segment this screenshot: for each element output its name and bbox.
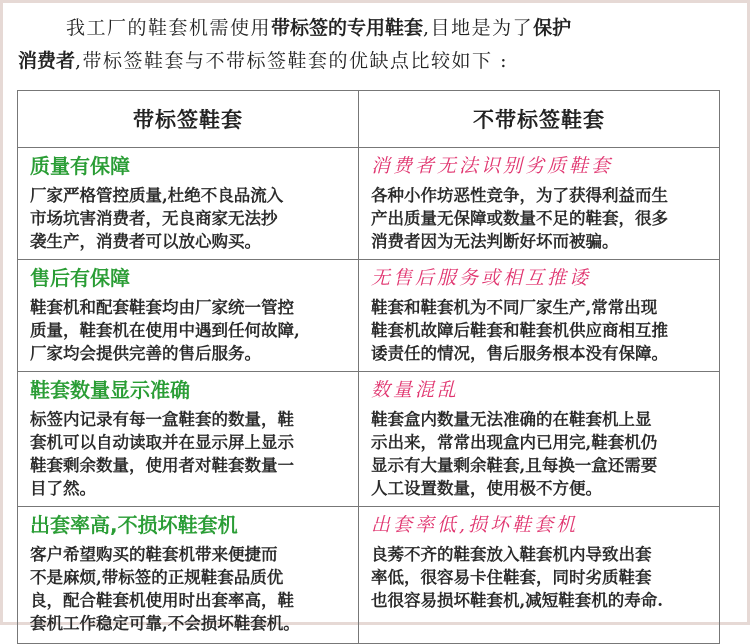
disadvantage-title: 消费者无法识别劣质鞋套: [371, 155, 614, 177]
body-line: 鞋套机故障后鞋套和鞋套机供应商相互推: [371, 321, 668, 340]
disadvantage-title: 无售后服务或相互推诿: [371, 267, 592, 289]
intro-segment: 我工厂的鞋套机需使用: [66, 17, 272, 39]
body-line: 套机工作稳定可靠,不会损坏鞋套机。: [30, 614, 300, 633]
table-row: [18, 372, 720, 507]
body-line: 率低，很容易卡住鞋套，同时劣质鞋套: [371, 568, 652, 587]
body-line: 鞋套和鞋套机为不同厂家生产,常常出现: [371, 298, 658, 317]
body-line: 消费者因为无法判断好坏而被骗。: [371, 232, 619, 251]
body-line: 目了然。: [30, 479, 96, 498]
disadvantage-cell: [359, 260, 720, 372]
body-line: 厂家严格管控质量,杜绝不良品流入: [30, 186, 284, 205]
table-row: [18, 507, 720, 644]
table-row: [18, 148, 720, 260]
body-line: 标签内记录有每一盒鞋套的数量，鞋: [30, 410, 294, 429]
body-line: 厂家均会提供完善的售后服务。: [30, 344, 261, 363]
intro-segment-bold: 保护: [533, 17, 572, 39]
advantage-title: 鞋套数量显示准确: [30, 378, 190, 402]
body-line: 人工设置数量，使用极不方便。: [371, 479, 602, 498]
intro-segment: ,目地是为了: [423, 17, 534, 39]
body-line: 显示有大量剩余鞋套,且每换一盒还需要: [371, 456, 658, 475]
body-line: 良，配合鞋套机使用时出套率高，鞋: [30, 591, 294, 610]
advantage-title: 出套率高,不损坏鞋套机: [30, 513, 238, 537]
table-row: [18, 260, 720, 372]
advantage-cell: [18, 260, 359, 372]
body-line: 鞋套机和配套鞋套均由厂家统一管控: [30, 298, 294, 317]
intro-paragraph: [18, 12, 733, 78]
body-line: 袭生产，消费者可以放心购买。: [30, 232, 261, 251]
advantage-cell: [18, 148, 359, 260]
comparison-table: [17, 90, 720, 644]
body-line: 诿责任的情况，售后服务根本没有保障。: [371, 344, 668, 363]
body-line: 良莠不齐的鞋套放入鞋套机内导致出套: [371, 545, 652, 564]
body-line: 各种小作坊恶性竞争，为了获得利益而生: [371, 186, 668, 205]
advantage-title: 质量有保障: [30, 154, 130, 178]
advantage-cell: [18, 507, 359, 644]
disadvantage-cell: [359, 148, 720, 260]
intro-segment-bold: 消费者: [18, 50, 76, 72]
body-line: 也很容易损坏鞋套机,减短鞋套机的寿命.: [371, 591, 663, 610]
disadvantage-cell: [359, 372, 720, 507]
body-line: 示出来，常常出现盒内已用完,鞋套机仍: [371, 433, 658, 452]
intro-line-1: [18, 12, 733, 45]
body-line: 客户希望购买的鞋套机带来便捷而: [30, 545, 278, 564]
body-line: 鞋套盒内数量无法准确的在鞋套机上显: [371, 410, 652, 429]
disadvantage-title: 数量混乱: [371, 379, 460, 401]
header-without-label: 不带标签鞋套: [359, 91, 720, 148]
advantage-cell: [18, 372, 359, 507]
header-with-label: 带标签鞋套: [18, 91, 359, 148]
intro-segment: ,带标签鞋套与不带标签鞋套的优缺点比较如下 :: [75, 50, 508, 72]
intro-segment-bold: 带标签的专用鞋套: [271, 17, 424, 39]
table-header-row: [18, 91, 720, 148]
advantage-title: 售后有保障: [30, 266, 130, 290]
body-line: 不是麻烦,带标签的正规鞋套品质优: [30, 568, 284, 587]
body-line: 质量，鞋套机在使用中遇到任何故障,: [30, 321, 300, 340]
disadvantage-cell: [359, 507, 720, 644]
intro-line-2: [18, 45, 733, 78]
body-line: 市场坑害消费者，无良商家无法抄: [30, 209, 278, 228]
body-line: 产出质量无保障或数量不足的鞋套，很多: [371, 209, 668, 228]
body-line: 套机可以自动读取并在显示屏上显示: [30, 433, 294, 452]
body-line: 鞋套剩余数量，使用者对鞋套数量一: [30, 456, 294, 475]
disadvantage-title: 出套率低,损坏鞋套机: [371, 514, 579, 536]
